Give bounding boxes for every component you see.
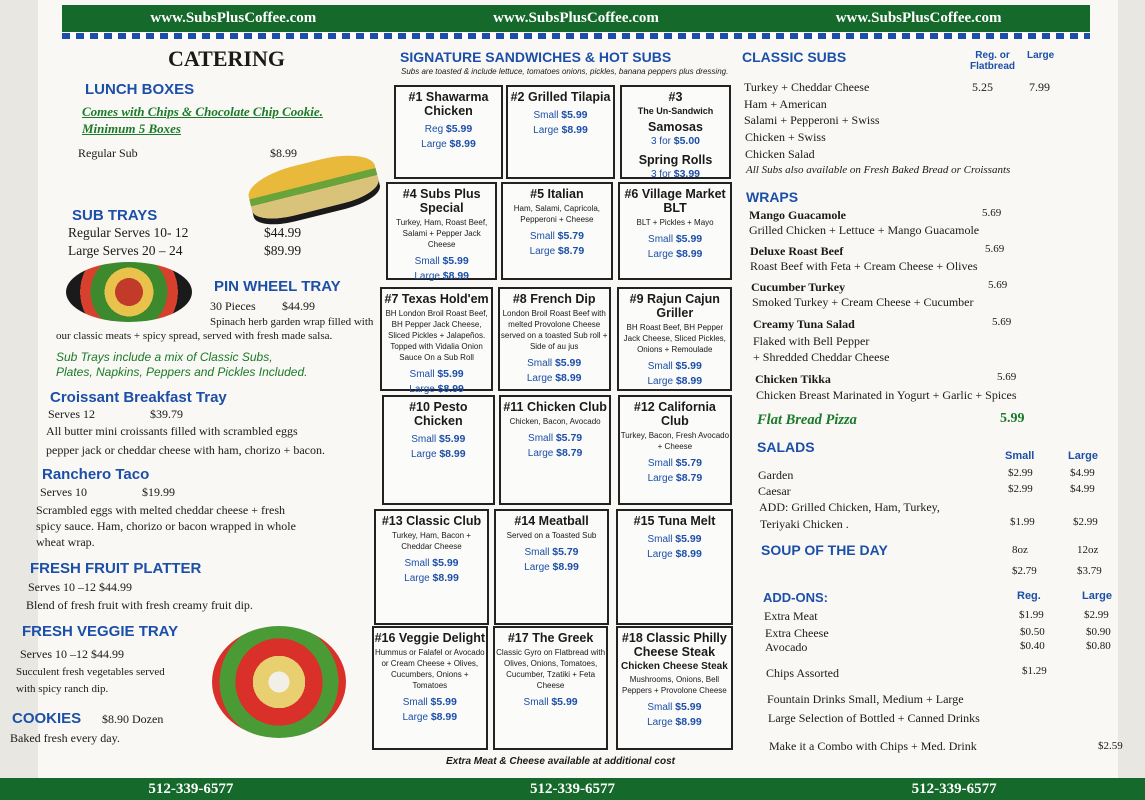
salad-price-small: $2.99 bbox=[1008, 483, 1033, 495]
sandwich-card bbox=[494, 509, 609, 625]
wrap-name: Cucumber Turkey bbox=[751, 280, 846, 294]
lunch-note: Comes with Chips & Chocolate Chip Cookie. bbox=[82, 104, 323, 119]
chips-item: Chips Assorted bbox=[766, 666, 840, 680]
sandwich-price: Small $5.99 bbox=[411, 433, 466, 445]
taco-desc: wheat wrap. bbox=[36, 535, 95, 549]
addon-item: Extra Cheese bbox=[765, 626, 829, 640]
sandwich-desc: Chicken Cheese Steak bbox=[621, 661, 728, 672]
sandwich-price: Small $5.99 bbox=[647, 701, 702, 713]
sandwich-price: Large $8.99 bbox=[410, 448, 466, 460]
header-bar bbox=[62, 5, 1090, 32]
wrap-desc: + Shredded Cheddar Cheese bbox=[753, 350, 890, 364]
sandwich-name: #18 Classic Philly Cheese Steak bbox=[621, 631, 727, 659]
sandwich-desc: London Broil Roast Beef with melted Provolone Cheese served on a toasted Sub roll + Side of au jus bbox=[500, 309, 608, 351]
sandwich-name: #7 Texas Hold'em bbox=[384, 292, 489, 306]
sandwich-name: #10 Pesto Chicken bbox=[409, 400, 468, 428]
croissant-desc: All butter mini croissants filled with scrambled eggs bbox=[46, 424, 298, 438]
sandwich-price: Large $8.99 bbox=[533, 124, 588, 136]
taco-desc: Scrambled eggs with melted cheddar cheese + fresh bbox=[36, 503, 286, 517]
wrap-price: 5.69 bbox=[988, 279, 1008, 291]
catering-title: CATERING bbox=[168, 46, 285, 71]
fruit-serves: Serves 10 –12 $44.99 bbox=[28, 580, 132, 594]
tray-note: Plates, Napkins, Peppers and Pickles Included. bbox=[56, 365, 308, 379]
classic-price-large: 7.99 bbox=[1029, 80, 1050, 94]
taco-price: $19.99 bbox=[142, 485, 175, 499]
sandwich-card bbox=[618, 395, 733, 505]
pin-wheel-title: PIN WHEEL TRAY bbox=[214, 278, 341, 295]
wrap-price: 5.69 bbox=[985, 243, 1005, 255]
sandwich-name: #15 Tuna Melt bbox=[633, 514, 716, 528]
sandwich-card bbox=[506, 85, 615, 179]
sandwich-price: Small $5.99 bbox=[648, 233, 703, 245]
veggie-tray-image bbox=[212, 626, 346, 738]
taco-desc: spicy sauce. Ham, chorizo or bacon wrapped in whole bbox=[36, 519, 296, 533]
sandwich-price: Large $8.99 bbox=[409, 383, 464, 395]
drinks-line: Fountain Drinks Small, Medium + Large bbox=[767, 692, 964, 706]
sandwich-price: 3 for $3.99 bbox=[650, 168, 701, 180]
sandwich-name: Samosas bbox=[648, 120, 703, 134]
sandwich-card bbox=[372, 626, 488, 750]
sandwich-price: 3 for $5.00 bbox=[650, 135, 701, 147]
sandwich-name: #2 Grilled Tilapia bbox=[510, 90, 611, 104]
croissant-price: $39.79 bbox=[150, 407, 183, 421]
addons-title: ADD-ONS: bbox=[763, 590, 828, 605]
sandwich-desc: Ham, Salami, Capricola, Pepperoni + Cheese bbox=[513, 204, 600, 224]
sandwich-price: Large $8.99 bbox=[647, 548, 702, 560]
sandwich-name: #13 Classic Club bbox=[381, 514, 482, 528]
pin-wheel-serves: 30 Pieces bbox=[210, 299, 256, 313]
sandwich-price: Small $5.99 bbox=[527, 357, 582, 369]
classic-subs-title: CLASSIC SUBS bbox=[742, 49, 847, 65]
sandwich-name: #1 Shawarma Chicken bbox=[408, 90, 489, 118]
sandwich-card bbox=[617, 287, 732, 391]
classic-note: All Subs also available on Fresh Baked Bread or Croissants bbox=[746, 164, 1011, 176]
sandwich-desc: Mushrooms, Onions, Bell Peppers + Provolone Cheese bbox=[622, 675, 727, 695]
flatbread-pizza-price: 5.99 bbox=[1000, 411, 1025, 426]
croissant-title: Croissant Breakfast Tray bbox=[50, 389, 227, 406]
phone-number[interactable]: 512-339-6577 bbox=[148, 780, 234, 797]
signature-subtitle: Subs are toasted & include lettuce, tomatoes onions, pickles, banana peppers plus dressing. bbox=[401, 67, 729, 76]
sandwich-price: Large $8.79 bbox=[647, 472, 703, 484]
classic-item: Chicken + Swiss bbox=[745, 130, 826, 144]
sandwich-name: #8 French Dip bbox=[512, 292, 596, 306]
sub-tray-image bbox=[66, 262, 192, 322]
taco-serves: Serves 10 bbox=[40, 485, 87, 499]
wrap-name: Mango Guacamole bbox=[749, 208, 846, 222]
sandwich-card bbox=[394, 85, 503, 179]
wrap-price: 5.69 bbox=[982, 207, 1002, 219]
lunch-item: Regular Sub bbox=[78, 146, 138, 160]
pin-wheel-desc: our classic meats + spicy spread, served with fresh made salsa. bbox=[56, 330, 333, 342]
sandwich-desc: BH London Broil Roast Beef, BH Pepper Jack Cheese, Sliced Pickles + Jalapeños. Topped with Vidalia Onion Sauce On a Sub Roll bbox=[385, 309, 488, 362]
website-url[interactable]: www.SubsPlusCoffee.com bbox=[150, 10, 317, 26]
sandwich-desc: Turkey, Ham, Roast Beef, Salami + Pepper Jack Cheese bbox=[396, 218, 488, 249]
wrap-name: Deluxe Roast Beef bbox=[750, 244, 844, 258]
cookies-title: COOKIES bbox=[12, 710, 82, 727]
cookies-desc: Baked fresh every day. bbox=[10, 731, 120, 745]
sandwich-card bbox=[386, 182, 497, 280]
sandwich-price: Small $5.99 bbox=[402, 696, 457, 708]
sandwich-card bbox=[618, 182, 731, 280]
website-url[interactable]: www.SubsPlusCoffee.com bbox=[493, 10, 659, 26]
sandwich-price: Reg $5.99 bbox=[424, 123, 473, 135]
sandwich-name: #17 The Greek bbox=[507, 631, 594, 645]
wrap-desc: Flaked with Bell Pepper bbox=[753, 334, 870, 348]
tray-regular: Regular Serves 10- 12 bbox=[68, 225, 189, 240]
sandwich-price: Large $8.99 bbox=[647, 375, 703, 387]
wrap-name: Creamy Tuna Salad bbox=[753, 317, 855, 331]
sandwich-desc: Turkey, Ham, Bacon + Cheddar Cheese bbox=[392, 531, 471, 551]
wraps-title: WRAPS bbox=[746, 189, 799, 205]
addon-price-large: $0.80 bbox=[1086, 640, 1111, 652]
veggie-desc: with spicy ranch dip. bbox=[16, 683, 109, 695]
addon-item: Avocado bbox=[765, 640, 808, 654]
sandwich-price: Large $8.99 bbox=[526, 372, 582, 384]
salads-header-large: Large bbox=[1068, 450, 1098, 462]
addons-header-reg: Reg. bbox=[1017, 590, 1041, 602]
lunch-boxes-title: LUNCH BOXES bbox=[85, 81, 195, 98]
salads-header-small: Small bbox=[1005, 450, 1035, 462]
flatbread-pizza: Flat Bread Pizza bbox=[757, 412, 857, 428]
sandwich-card bbox=[501, 182, 612, 280]
salad-add: ADD: Grilled Chicken, Ham, Turkey, bbox=[759, 500, 940, 514]
sandwich-card bbox=[380, 287, 493, 395]
sandwich-price: Small $5.79 bbox=[529, 230, 584, 242]
sandwich-name: #14 Meatball bbox=[514, 514, 589, 528]
fruit-desc: Blend of fresh fruit with fresh creamy fruit dip. bbox=[26, 598, 253, 612]
classic-header-large: Large bbox=[1027, 50, 1055, 61]
sandwich-price: Small $5.99 bbox=[404, 557, 459, 569]
soup-header-large: 12oz bbox=[1077, 544, 1099, 556]
footer-bar bbox=[0, 778, 1145, 800]
sandwich-price: Large $8.99 bbox=[647, 248, 703, 260]
classic-header-reg: Reg. or Flatbread bbox=[970, 50, 1016, 72]
sandwich-price: Small $5.99 bbox=[409, 368, 464, 380]
salad-price-small: $2.99 bbox=[1008, 467, 1033, 479]
sandwich-price: Large $8.99 bbox=[402, 711, 458, 723]
sandwich-card bbox=[616, 626, 734, 750]
sandwich-card bbox=[499, 395, 612, 505]
fruit-title: FRESH FRUIT PLATTER bbox=[30, 560, 202, 577]
phone-number[interactable]: 512-339-6577 bbox=[529, 780, 615, 797]
sandwich-price: Small $5.79 bbox=[528, 432, 583, 444]
wrap-name: Chicken Tikka bbox=[755, 372, 831, 386]
sandwich-card bbox=[498, 287, 611, 391]
salad-add-large: $2.99 bbox=[1073, 516, 1098, 528]
addon-price-large: $2.99 bbox=[1084, 609, 1109, 621]
drinks-line: Large Selection of Bottled + Canned Drinks bbox=[768, 711, 980, 725]
phone-number[interactable]: 512-339-6577 bbox=[911, 780, 997, 797]
sandwich-price: Small $5.99 bbox=[647, 533, 702, 545]
salad-item: Caesar bbox=[758, 484, 791, 498]
classic-item: Ham + American bbox=[744, 97, 827, 111]
sub-trays-title: SUB TRAYS bbox=[72, 207, 158, 224]
sandwich-price: Small $5.99 bbox=[523, 696, 578, 708]
sandwich-card bbox=[374, 509, 489, 625]
addon-item: Extra Meat bbox=[764, 609, 818, 623]
wrap-price: 5.69 bbox=[992, 316, 1012, 328]
salad-add: Teriyaki Chicken . bbox=[760, 517, 849, 531]
addon-price-reg: $0.40 bbox=[1020, 640, 1045, 652]
combo-line: Make it a Combo with Chips + Med. Drink bbox=[769, 739, 977, 753]
sandwich-price: Large $8.99 bbox=[404, 572, 459, 584]
sandwich-price: Small $5.99 bbox=[647, 360, 702, 372]
sandwich-price: Small $5.99 bbox=[414, 255, 469, 267]
sandwich-name: #9 Rajun Cajun Griller bbox=[629, 292, 720, 320]
signature-title: SIGNATURE SANDWICHES & HOT SUBS bbox=[400, 49, 672, 65]
sandwich-price: Large $8.99 bbox=[647, 716, 702, 728]
salad-add-small: $1.99 bbox=[1010, 516, 1035, 528]
salad-price-large: $4.99 bbox=[1070, 467, 1095, 479]
sandwich-name: #16 Veggie Delight bbox=[374, 631, 486, 645]
sandwich-price: Small $5.79 bbox=[647, 457, 702, 469]
veggie-title: FRESH VEGGIE TRAY bbox=[22, 623, 179, 640]
sandwich-card bbox=[620, 85, 731, 179]
cookies-price: $8.90 Dozen bbox=[102, 712, 164, 726]
classic-item: Chicken Salad bbox=[745, 147, 815, 161]
addon-price-reg: $1.99 bbox=[1019, 609, 1044, 621]
sandwich-desc: Served on a Toasted Sub bbox=[506, 531, 597, 540]
salad-item: Garden bbox=[758, 468, 794, 482]
sandwich-price: Large $8.99 bbox=[421, 138, 476, 150]
salad-price-large: $4.99 bbox=[1070, 483, 1095, 495]
wrap-price: 5.69 bbox=[997, 371, 1017, 383]
lunch-minimum: Minimum 5 Boxes bbox=[82, 121, 181, 136]
pin-wheel-desc: Spinach herb garden wrap filled with bbox=[210, 316, 374, 328]
sandwich-desc: Classic Gyro on Flatbread with Olives, Onions, Tomatoes, Cucumber, Tzatiki + Feta Cheese bbox=[496, 648, 606, 690]
chips-price: $1.29 bbox=[1022, 665, 1047, 677]
salads-title: SALADS bbox=[757, 439, 815, 455]
sandwich-price: Large $8.79 bbox=[527, 447, 583, 459]
tray-note: Sub Trays include a mix of Classic Subs, bbox=[56, 350, 273, 364]
sandwich-desc: Chicken, Bacon, Avocado bbox=[509, 417, 601, 426]
dashed-divider bbox=[62, 33, 1090, 39]
sandwich-desc: Hummus or Falafel or Avocado or Cream Cheese + Olives, Cucumbers, Onions + Tomatoes bbox=[374, 648, 485, 690]
sandwich-desc: Turkey, Bacon, Fresh Avocado + Cheese bbox=[620, 431, 730, 451]
lunch-price: $8.99 bbox=[270, 146, 297, 160]
tray-large-price: $89.99 bbox=[264, 243, 302, 258]
wrap-desc: Smoked Turkey + Cream Cheese + Cucumber bbox=[752, 295, 974, 309]
sandwich-name: #11 Chicken Club bbox=[503, 400, 607, 414]
website-url[interactable]: www.SubsPlusCoffee.com bbox=[835, 10, 1002, 26]
wrap-desc: Roast Beef with Feta + Cream Cheese + Olives bbox=[750, 259, 978, 273]
croissant-desc: pepper jack or cheddar cheese with ham, chorizo + bacon. bbox=[46, 443, 325, 457]
sandwich-price: Large $8.99 bbox=[524, 561, 579, 573]
sandwich-desc: BH Roast Beef, BH Pepper Jack Cheese, Sliced Pickles, Onions + Remoulade bbox=[623, 323, 726, 354]
sandwich-desc: BLT + Pickles + Mayo bbox=[636, 218, 714, 227]
soup-price-small: $2.79 bbox=[1012, 565, 1037, 577]
veggie-serves: Serves 10 –12 $44.99 bbox=[20, 647, 124, 661]
signature-footnote: Extra Meat & Cheese available at additional cost bbox=[446, 756, 675, 767]
sandwich-card bbox=[616, 509, 733, 625]
addon-price-reg: $0.50 bbox=[1020, 626, 1045, 638]
tray-large: Large Serves 20 – 24 bbox=[68, 243, 183, 258]
sandwich-name: #12 California Club bbox=[633, 400, 716, 428]
taco-title: Ranchero Taco bbox=[42, 466, 150, 483]
sandwich-name: Spring Rolls bbox=[638, 153, 713, 167]
sandwich-card bbox=[382, 395, 495, 505]
sandwich-price: Large $8.79 bbox=[529, 245, 585, 257]
veggie-desc: Succulent fresh vegetables served bbox=[16, 666, 165, 678]
soup-price-large: $3.79 bbox=[1077, 565, 1102, 577]
sandwich-name: #6 Village Market BLT bbox=[624, 187, 726, 215]
addons-header-large: Large bbox=[1082, 590, 1112, 602]
tray-regular-price: $44.99 bbox=[264, 225, 302, 240]
classic-price-reg: 5.25 bbox=[972, 80, 993, 94]
sandwich-name: #3 bbox=[668, 90, 683, 104]
sandwich-name: #5 Italian bbox=[530, 187, 584, 201]
sandwich-price: Large $8.99 bbox=[414, 270, 470, 282]
sandwich-price: Small $5.79 bbox=[524, 546, 579, 558]
sandwich-name: #4 Subs Plus Special bbox=[402, 187, 481, 215]
croissant-serves: Serves 12 bbox=[48, 407, 95, 421]
classic-item: Salami + Pepperoni + Swiss bbox=[744, 113, 880, 127]
soup-header-small: 8oz bbox=[1012, 544, 1028, 556]
pin-wheel-price: $44.99 bbox=[282, 299, 315, 313]
sandwich-card bbox=[493, 626, 609, 750]
soup-title: SOUP OF THE DAY bbox=[761, 542, 888, 558]
classic-item: Turkey + Cheddar Cheese bbox=[744, 80, 870, 94]
sandwich-desc: The Un-Sandwich bbox=[637, 106, 714, 116]
addon-price-large: $0.90 bbox=[1086, 626, 1111, 638]
wrap-desc: Chicken Breast Marinated in Yogurt + Garlic + Spices bbox=[756, 388, 1017, 402]
combo-price: $2.59 bbox=[1098, 740, 1123, 752]
wrap-desc: Grilled Chicken + Lettuce + Mango Guacamole bbox=[749, 223, 980, 237]
sandwich-price: Small $5.99 bbox=[533, 109, 588, 121]
